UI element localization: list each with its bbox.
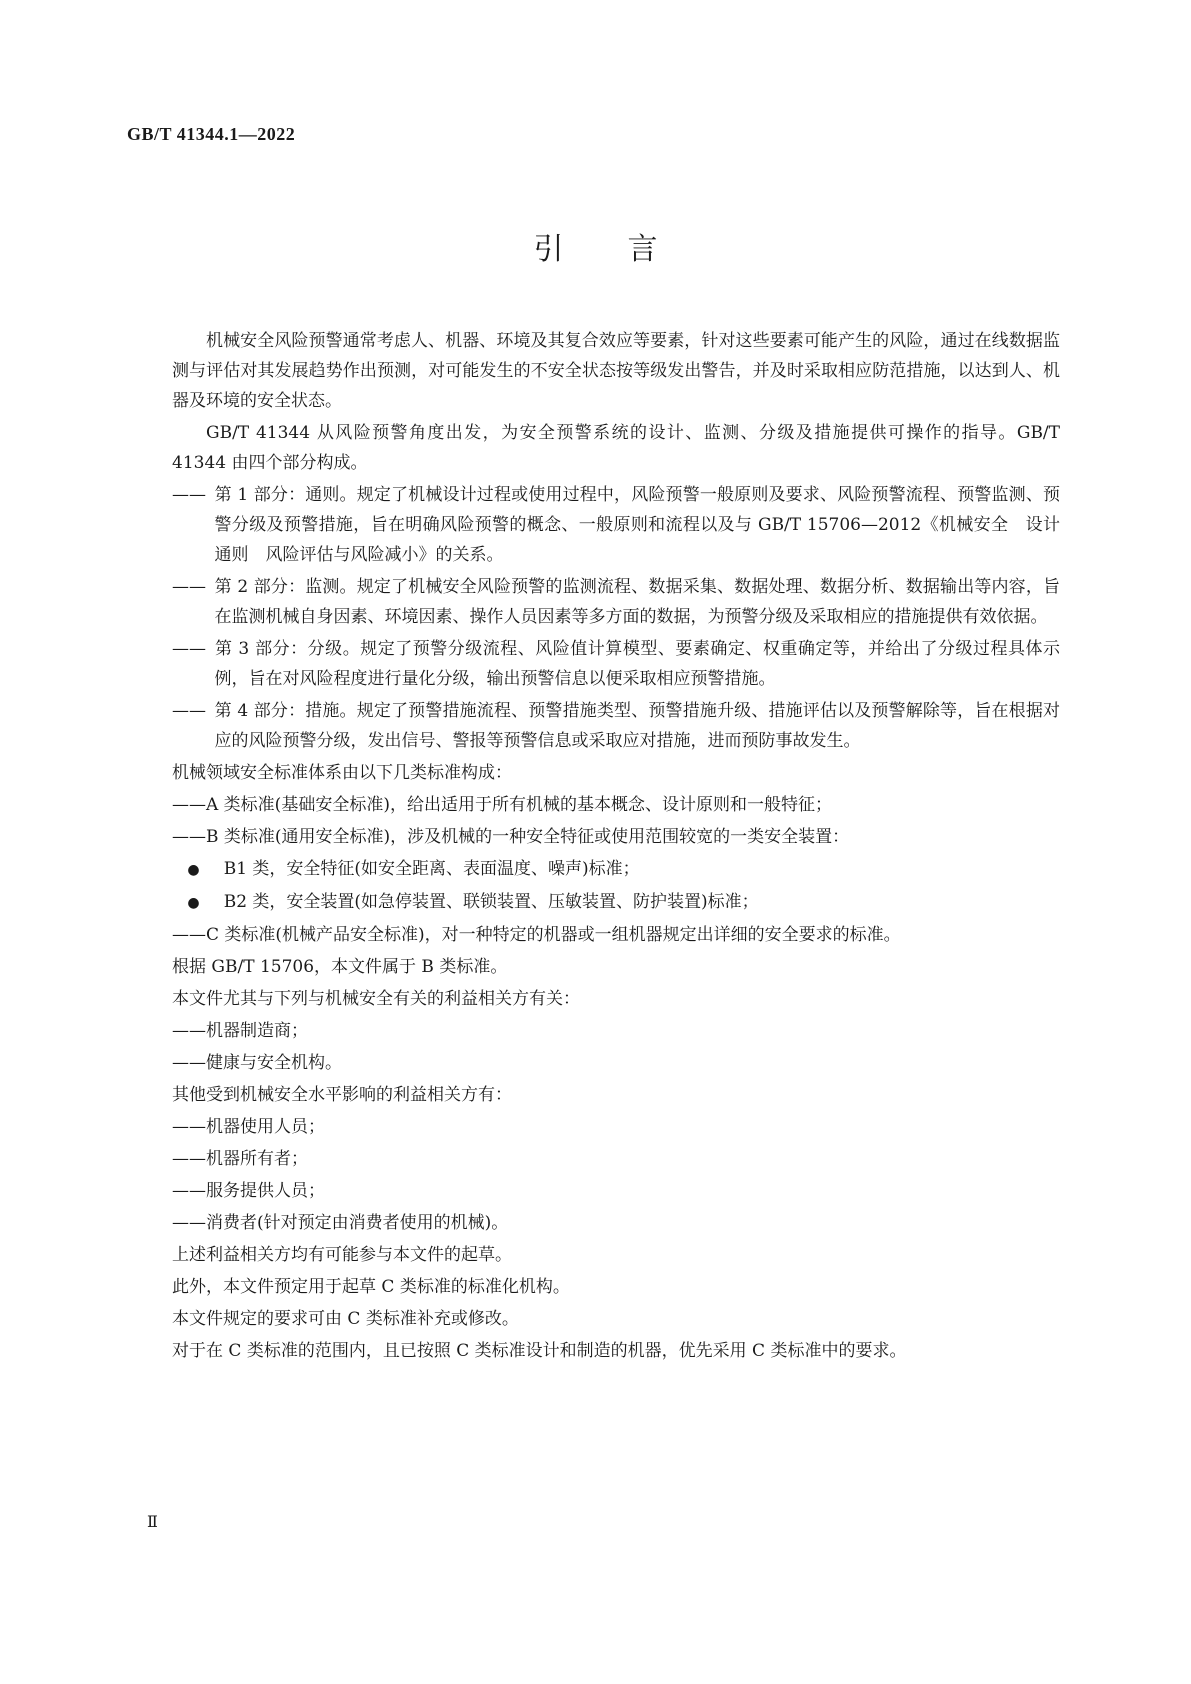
bullet-text: B2 类，安全装置(如急停装置、联锁装置、压敏装置、防护装置)标准；: [223, 892, 759, 912]
closing-line: 上述利益相关方均有可能参与本文件的起草。: [172, 1245, 512, 1265]
structure-sentence-b: GB/T 41344 由四个部分构成。: [172, 423, 1060, 473]
part-text: 第 3 部分：分级。规定了预警分级流程、风险值计算模型、要素确定、权重确定等，并给出了分级过程具体示例，旨在对风险程度进行量化分级，输出预警信息以便采取相应预警措施。: [214, 639, 1060, 689]
bullet-icon: ●: [187, 862, 200, 878]
document-code: GB/T 41344.1—2022: [127, 124, 296, 144]
closing-line: 本文件规定的要求可由 C 类标准补充或修改。: [172, 1309, 519, 1329]
parts-list: [172, 480, 1060, 756]
bullet-item-b1: [172, 854, 1060, 885]
standard-type-a: ——A 类标准(基础安全标准)，给出适用于所有机械的基本概念、设计原则和一般特征；: [172, 795, 832, 815]
page-number: Ⅱ: [147, 1514, 158, 1531]
intro-paragraph: 机械安全风险预警通常考虑人、机器、环境及其复合效应等要素，针对这些要素可能产生的风险，通过在线数据监测与评估对其发展趋势作出预测，对可能发生的不安全状态按等级发出警告，并及时采取相应防范措施，以达到人、机器及环境的安全状态。: [172, 331, 1060, 411]
list-item-part-2: [172, 572, 1060, 632]
dash-marker: ——: [172, 577, 206, 597]
standard-type-b: ——B 类标准(通用安全标准)，涉及机械的一种安全特征或使用范围较宽的一类安全装置：: [172, 827, 850, 847]
dash-marker: ——: [172, 485, 206, 505]
other-stakeholder-item: ——消费者(针对预定由消费者使用的机械)。: [172, 1213, 509, 1233]
list-item-part-3: [172, 634, 1060, 694]
closing-line: 对于在 C 类标准的范围内，且已按照 C 类标准设计和制造的机器，优先采用 C 类标准中的要求。: [172, 1341, 907, 1361]
structure-paragraph: [172, 418, 1060, 478]
standard-type-c: ——C 类标准(机械产品安全标准)，对一种特定的机器或一组机器规定出详细的安全要求的标准。: [172, 925, 901, 945]
other-stakeholders-heading: 其他受到机械安全水平影响的利益相关方有：: [172, 1085, 512, 1105]
part-text: 第 1 部分：通则。规定了机械设计过程或使用过程中，风险预警一般原则及要求、风险预警流程、预警监测、预警分级及预警措施，旨在明确风险预警的概念、一般原则和流程以及与 GB/T 15706—2012《机械安全 设计通则 风险评估与风险减小》的关系。: [214, 485, 1060, 565]
classification-statement: 根据 GB/T 15706，本文件属于 B 类标准。: [172, 957, 508, 977]
bullet-item-b2: [172, 887, 1060, 918]
document-body: [172, 326, 1060, 1368]
closing-line: 此外，本文件预定用于起草 C 类标准的标准化机构。: [172, 1277, 570, 1297]
other-stakeholder-item: ——服务提供人员；: [172, 1181, 325, 1201]
stakeholder-item: ——健康与安全机构。: [172, 1053, 342, 1073]
section-title: 引言: [533, 232, 722, 267]
structure-sentence-a: GB/T 41344 从风险预警角度出发，为安全预警系统的设计、监测、分级及措施提供可操作的指导。: [206, 423, 1017, 443]
other-stakeholder-item: ——机器所有者；: [172, 1149, 308, 1169]
standards-heading: 机械领域安全标准体系由以下几类标准构成：: [172, 763, 512, 783]
bullet-icon: ●: [187, 895, 200, 911]
part-text: 第 2 部分：监测。规定了机械安全风险预警的监测流程、数据采集、数据处理、数据分析、数据输出等内容，旨在监测机械自身因素、环境因素、操作人员因素等多方面的数据，为预警分级及采取相应的措施提供有效依据。: [214, 577, 1060, 627]
bullet-text: B1 类，安全特征(如安全距离、表面温度、噪声)标准；: [223, 859, 640, 879]
dash-marker: ——: [172, 701, 206, 721]
list-item-part-4: [172, 696, 1060, 756]
stakeholder-item: ——机器制造商；: [172, 1021, 308, 1041]
other-stakeholder-item: ——机器使用人员；: [172, 1117, 325, 1137]
list-item-part-1: [172, 480, 1060, 570]
part-text: 第 4 部分：措施。规定了预警措施流程、预警措施类型、预警措施升级、措施评估以及预警解除等，旨在根据对应的风险预警分级，发出信号、警报等预警信息或采取应对措施，进而预防事故发生。: [214, 701, 1060, 751]
dash-marker: ——: [172, 639, 206, 659]
stakeholders-heading: 本文件尤其与下列与机械安全有关的利益相关方有关：: [172, 989, 580, 1009]
